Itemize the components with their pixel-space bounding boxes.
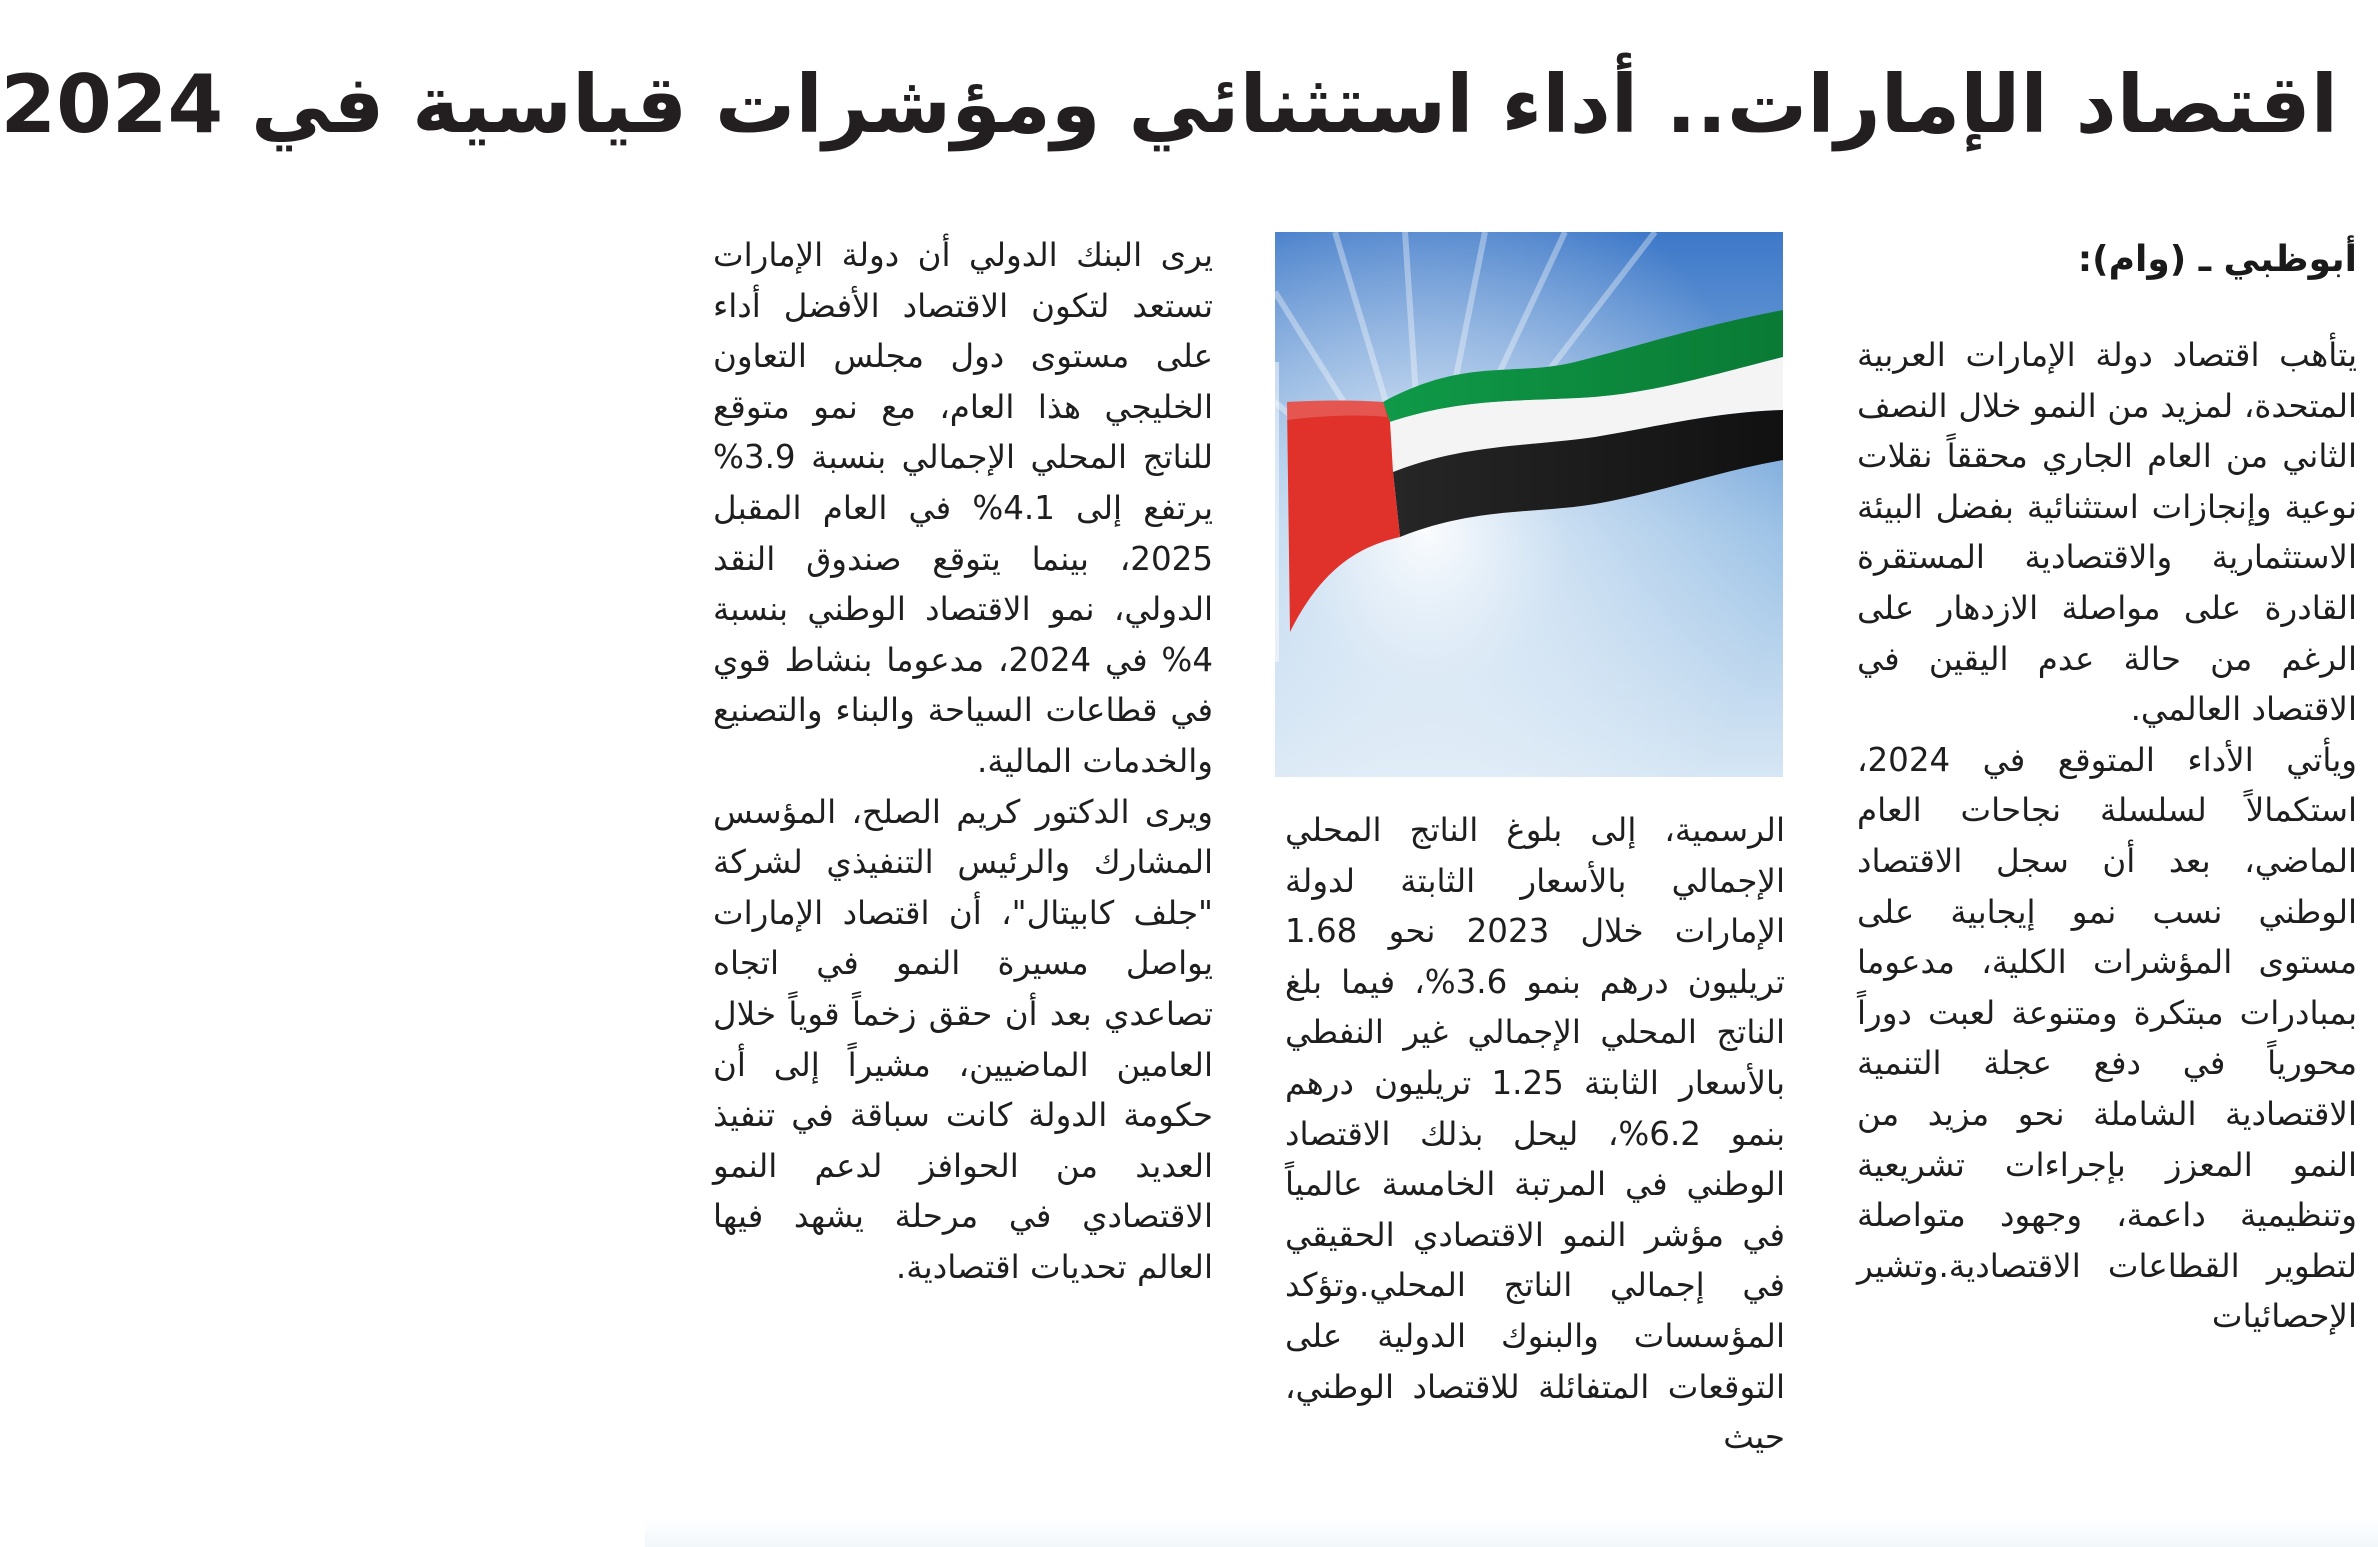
dateline: أبوظبي ـ (وام): bbox=[2077, 239, 2357, 280]
uae-flag-icon bbox=[1275, 232, 1783, 777]
paragraph: ويأتي الأداء المتوقع في 2024، استكمالاً لسلسلة نجاحات العام الماضي، بعد أن سجل الاقتصاد الوطني نسب نمو إيجابية على مستوى المؤشرات الكلية، مدعوما بمبادرات مبتكرة ومتنوعة لعبت دوراً محورياً في دفع عجلة التنمية الاقتصادية الشاملة نحو مزيد من النمو المعزز بإجراءات تشريعية وتنظيمية داعمة، وجهود متواصلة لتطوير القطاعات الاقتصادية.وتشير الإحصائيات bbox=[1857, 740, 2357, 1336]
article-column-left bbox=[713, 230, 1213, 1480]
page-bottom-edge bbox=[645, 1517, 2378, 1547]
paragraph: يرى البنك الدولي أن دولة الإمارات تستعد لتكون الاقتصاد الأفضل أداء على مستوى دول مجلس التعاون الخليجي هذا العام، مع نمو متوقع للناتج المحلي الإجمالي بنسبة 3.9% يرتفع إلى 4.1% في العام المقبل 2025، بينما يتوقع صندوق النقد الدولي، نمو الاقتصاد الوطني بنسبة 4% في 2024، مدعوما بنشاط قوي في قطاعات السياحة والبناء والتصنيع والخدمات المالية. bbox=[713, 236, 1214, 780]
uae-flag-photo bbox=[1275, 232, 1783, 777]
article-column-middle bbox=[1285, 805, 1785, 1480]
article-headline: اقتصاد الإمارات.. أداء استثنائي ومؤشرات قياسية في 2024 bbox=[0, 58, 2338, 151]
paragraph: يتأهب اقتصاد دولة الإمارات العربية المتحدة، لمزيد من النمو خلال النصف الثاني من العام الجاري محققاً نقلات نوعية وإنجازات استثنائية بفضل البيئة الاستثمارية والاقتصادية المستقرة القادرة على مواصلة الازدهار على الرغم من حالة عدم اليقين في الاقتصاد العالمي. bbox=[1857, 336, 2357, 729]
paragraph: ويرى الدكتور كريم الصلح، المؤسس المشارك والرئيس التنفيذي لشركة "جلف كابيتال"، أن اقتصاد الإمارات يواصل مسيرة النمو في اتجاه تصاعدي بعد أن حقق زخماً قوياً خلال العامين الماضيين، مشيراً إلى أن حكومة الدولة كانت سباقة في تنفيذ العديد من الحوافز لدعم النمو الاقتصادي في مرحلة يشهد فيها العالم تحديات اقتصادية. bbox=[713, 792, 1213, 1286]
paragraph: الرسمية، إلى بلوغ الناتج المحلي الإجمالي بالأسعار الثابتة لدولة الإمارات خلال 2023 نحو 1.68 تريليون درهم بنمو 3.6%، فيما بلغ الناتج المحلي الإجمالي غير النفطي بالأسعار الثابتة 1.25 تريليون درهم بنمو 6.2%، ليحل بذلك الاقتصاد الوطني في المرتبة الخامسة عالمياً في مؤشر النمو الاقتصادي الحقيقي في إجمالي الناتج المحلي.وتؤكد المؤسسات والبنوك الدولية على التوقعات المتفائلة للاقتصاد الوطني، حيث bbox=[1285, 811, 1786, 1457]
article-column-right bbox=[1857, 330, 2357, 1475]
